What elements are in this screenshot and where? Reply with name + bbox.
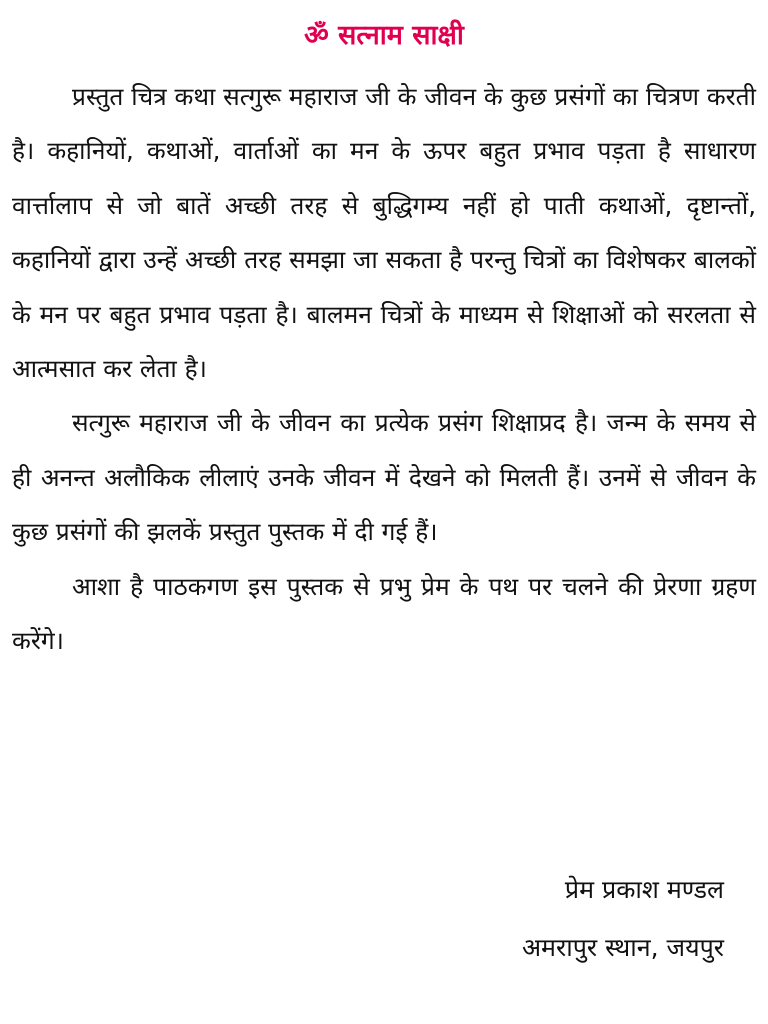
paragraph-intro: प्रस्तुत चित्र कथा सत्गुरू महाराज जी के जीवन के कुछ प्रसंगों का चित्रण करती है। कहानियों, कथाओं, वार्ताओं का मन के ऊपर बहुत प्रभाव पड़ता है साधारण वार्त्तालाप से जो बातें अच्छी तरह से बुद्धिगम्य नहीं हो पाती कथाओं, दृष्टान्तों, कहानियों द्वारा उन्हें अच्छी तरह समझा जा सकता है परन्तु चित्रों का विशेषकर बालकों के मन पर बहुत प्रभाव पड़ता है। बालमन चित्रों के माध्यम से शिक्षाओं को सरलता से आत्मसात कर लेता है। bbox=[12, 82, 756, 384]
paragraph-life-episodes: सत्गुरू महाराज जी के जीवन का प्रत्येक प्रसंग शिक्षाप्रद है। जन्म के समय से ही अनन्त अलौकिक लीलाएं उनके जीवन में देखने को मिलती हैं। उनमें से जीवन के कुछ प्रसंगों की झलकें प्रस्तुत पुस्तक में दी गई हैं। bbox=[12, 408, 756, 547]
signature-place: अमरापुर स्थान, जयपुर bbox=[521, 933, 724, 962]
body-text bbox=[12, 70, 756, 668]
signature-name: प्रेम प्रकाश मण्डल bbox=[564, 875, 724, 904]
paragraph-hope: आशा है पाठकगण इस पुस्तक से प्रभु प्रेम के पथ पर चलने की प्रेरणा ग्रहण करेंगे। bbox=[12, 571, 756, 656]
page-title: ॐ सत्नाम साक्षी bbox=[304, 20, 464, 51]
